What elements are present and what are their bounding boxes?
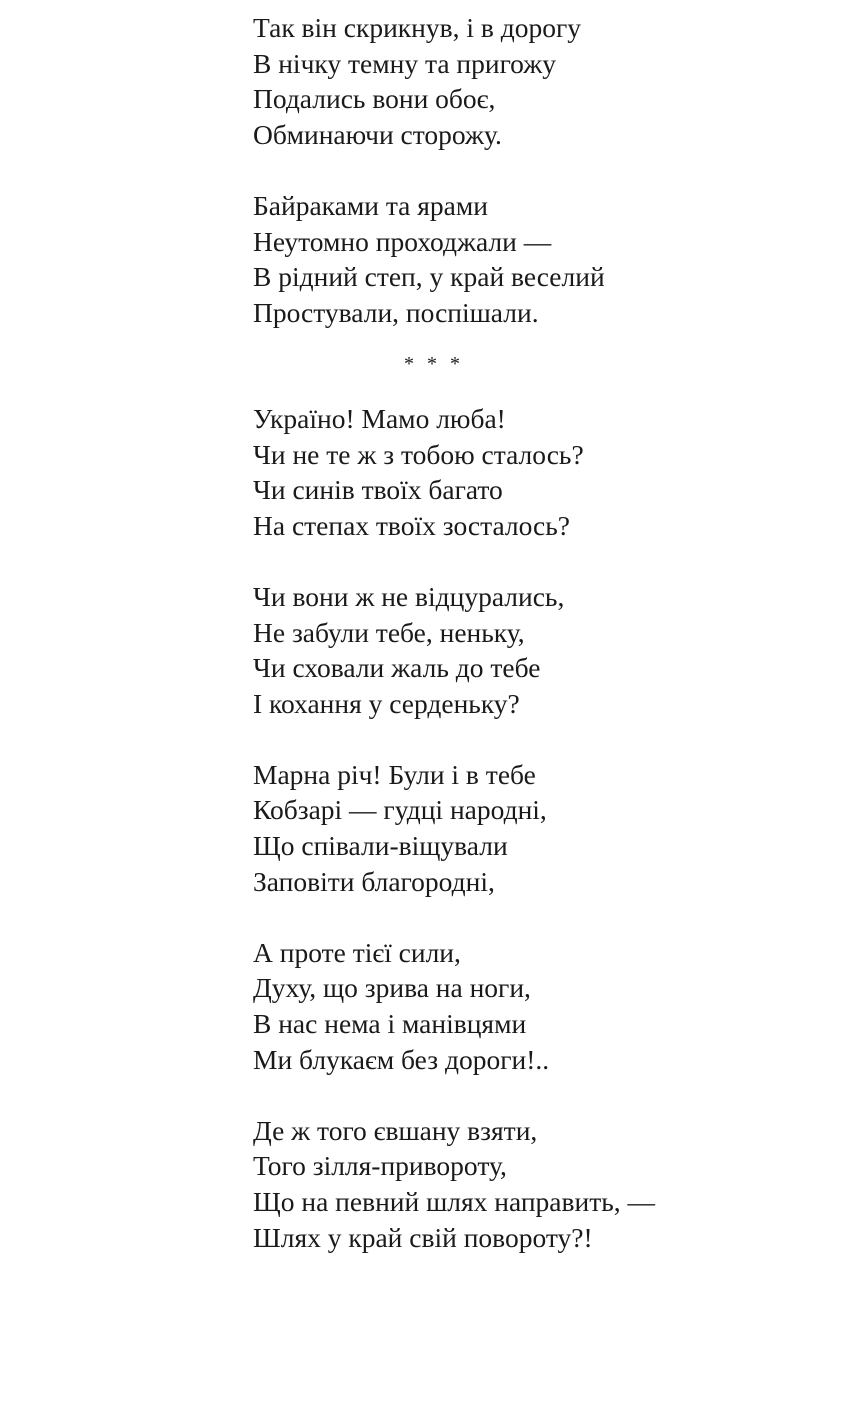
poem-line: В нічку темну та пригожу [253, 47, 556, 79]
poem-line: Чи вони ж не відцурались, [253, 580, 565, 612]
poem [253, 10, 813, 1255]
poem-line: Заповіти благородні, [253, 865, 495, 897]
poem-line: Україно! Мамо люба! [253, 402, 506, 434]
stanza [253, 579, 813, 721]
poem-line: Що співали-віщували [253, 830, 508, 862]
poem-line: Шлях у край свій повороту?! [253, 1221, 593, 1253]
poem-line: Неутомно проходжали — [253, 225, 552, 257]
stanza-gap [253, 899, 813, 935]
poem-line: Марна річ! Були і в тебе [253, 758, 536, 790]
stanza-gap [253, 721, 813, 757]
poem-line: Того зілля-привороту, [253, 1150, 507, 1182]
poem-line: Байраками та ярами [253, 189, 488, 221]
stanza [253, 10, 813, 152]
poem-line: Подались вони обоє, [253, 83, 496, 115]
poem-line: В нас нема і манівцями [253, 1008, 527, 1040]
poem-line: Так він скрикнув, і в дорогу [253, 12, 582, 43]
stanza [253, 1113, 813, 1255]
poem-line: Чи синів твоїх багато [253, 474, 503, 506]
poem-line: Чи сховали жаль до тебе [253, 652, 541, 684]
stanza [253, 401, 813, 543]
stanza [253, 757, 813, 899]
poem-line: Кобзарі — гудці народні, [253, 794, 547, 826]
poem-line: І кохання у серденьку? [253, 687, 520, 719]
stanza-gap [253, 543, 813, 579]
poem-line: Духу, що зрива на ноги, [253, 972, 531, 1004]
section-separator: * * * [404, 353, 464, 376]
poem-line: Де ж того євшану взяти, [253, 1114, 538, 1146]
poem-line: На степах твоїх зосталось? [253, 509, 571, 541]
poem-line: Простували, поспішали. [253, 296, 539, 328]
poem-line: В рідний степ, у край веселий [253, 261, 605, 293]
poem-line: Ми блукаєм без дороги!.. [253, 1043, 550, 1075]
stanza-gap [253, 152, 813, 188]
poem-line: Обминаючи сторожу. [253, 118, 502, 150]
poem-line: Чи не те ж з тобою сталось? [253, 438, 584, 470]
poem-line: А проте тієї сили, [253, 936, 461, 968]
stanza-gap [253, 1077, 813, 1113]
poem-line: Не забули тебе, неньку, [253, 616, 525, 648]
stanza [253, 188, 813, 330]
poem-line: Що на певний шлях направить, — [253, 1186, 656, 1217]
stanza [253, 935, 813, 1077]
